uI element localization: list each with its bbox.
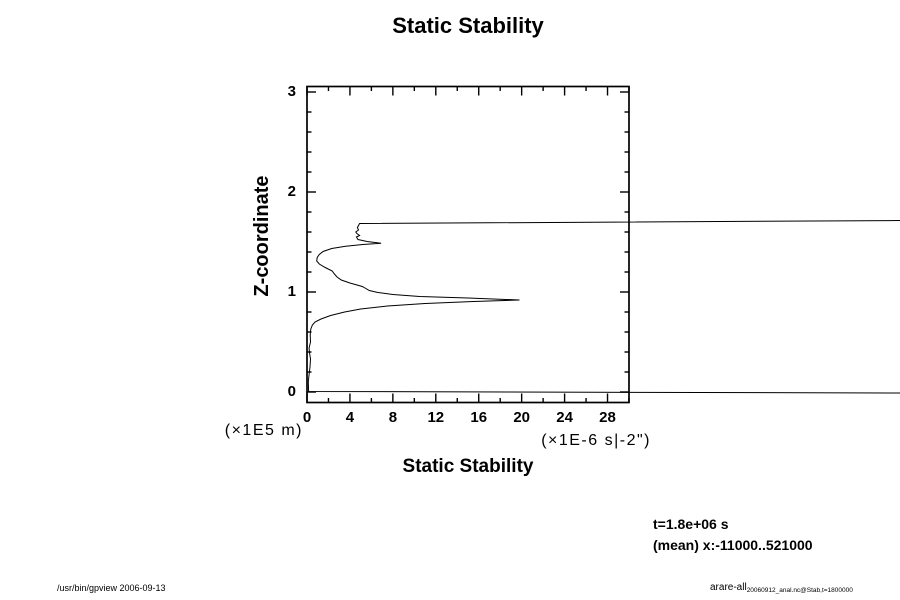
footer-command-path: /usr/bin/gpview 2006-09-13 <box>57 583 166 593</box>
y-tick-label: 0 <box>287 383 296 400</box>
x-tick-label: 0 <box>302 409 312 426</box>
x-tick-label: 28 <box>599 409 616 426</box>
x-tick-label: 12 <box>427 409 445 426</box>
footer-dataset-name: arare-all <box>710 582 747 593</box>
x-tick-label: 20 <box>513 409 530 426</box>
x-axis-title: Static Stability <box>402 456 534 477</box>
y-tick-label: 3 <box>287 83 296 100</box>
annotation-time: t=1.8e+06 s <box>653 516 729 532</box>
y-tick-label: 2 <box>287 183 296 200</box>
chart-title: Static Stability <box>392 13 544 38</box>
x-axis-unit-label: (×1E-6 s|-2") <box>541 432 651 449</box>
x-tick-label: 8 <box>388 409 398 426</box>
annotation-mean-range: (mean) x:-11000..521000 <box>653 537 813 553</box>
x-tick-label: 4 <box>345 409 355 426</box>
x-tick-label: 24 <box>556 409 573 426</box>
y-tick-label: 1 <box>287 283 296 300</box>
x-tick-label: 16 <box>470 409 488 426</box>
y-axis-label: Z-coordinate <box>251 175 273 297</box>
plot-frame <box>307 87 629 403</box>
series-static-stability-profile <box>308 221 900 394</box>
y-axis-unit-label: (×1E5 m) <box>224 422 303 439</box>
footer-dataset-detail: 20060912_anal.nc@Stab,t=1800000 <box>746 587 853 594</box>
footer-dataset <box>710 582 853 594</box>
